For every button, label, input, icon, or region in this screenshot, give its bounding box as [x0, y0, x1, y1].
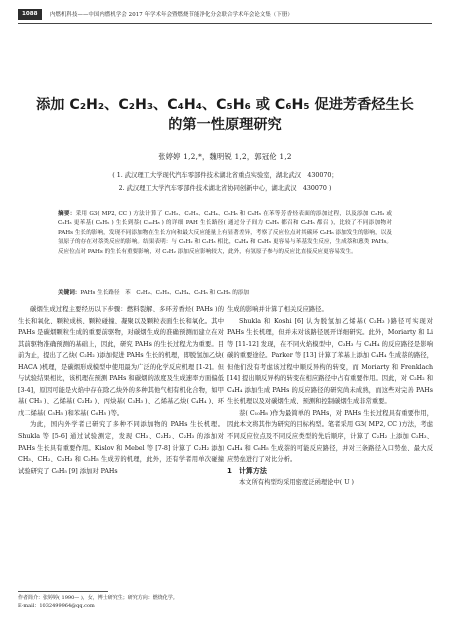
- page-number: 1088: [18, 9, 42, 20]
- body-column-left: [18, 304, 224, 477]
- header-rule: [18, 23, 432, 24]
- paragraph: Shukla 和 Koshi [6] 认为脱氢加乙烯基( C₂H₃ )路径可实现对 PAHs 生长机理，但并未对该路径展开详细研究。此外，Moriarty 和 Li 等 [11-12] 发现，在不同火焰模型中，C₃H₃ 与 C₄H₄ 的反应路径是影响碳的重要途径。Parker 等 [13] 计算了苯基上添加 C₄H₄ 生成萘的路径，但他们没有考虑该过程中顺反异构的转变，而 Moriarty 和 Frenklach [14] 提出顺反异构的转变在相应路径中占有重要作用。因此，对 C₂H₂ 和 C₄H₄ 添加生成 PAHs 的反应路径的研究尚未成熟，而这些对完善 PAHs 生长机理以及对碳烟生成、预测和控制碳烟生成非常重要。: [227, 317, 433, 406]
- paragraph: 碳烟生成过程主要经历以下步骤：燃料裂解、多环芳香烃( PAHs )的生长和氧化、颗粒成核、颗粒碰撞、凝聚以及颗粒表面生长和氧化。其中 PAHs 是碳烟颗粒生成的重要前驱物，对碳烟生成的准确预测而建立在对其前驱物准确预测的基础上，因此，研究 PAHs 的生长过程尤为重要。目前为止，提出了乙炔( C₂H₂ )添加促进 PAHs 生长的机理，即脱氢加乙炔( HACA )机理，是碳烟形成模型中使用最为广泛的化学反应机理 [1-2]。但与试验结果相比，该机理在预测 PAHs 和碳烟的浓度及生成速率方面偏低 [3-4]，原因可能是火焰中存在除乙炔外的多种其他气相有机化合物，如甲基( CH₃ )、乙烯基( C₂H₃ )、丙炔基( C₃H₃ )、乙烯基乙炔( C₄H₄ )、环戊二烯基( C₅H₅ )和苯基( C₆H₅ )等。: [18, 306, 224, 417]
- affiliation-2: 2. 武汉理工大学汽车零部件技术湖北省协同创新中心，湖北武汉 430070 ): [118, 185, 332, 192]
- title-line-2: 的第一性原理研究: [168, 117, 282, 133]
- paper-title: [0, 95, 450, 135]
- footnote-rule: [18, 591, 108, 592]
- paragraph: 萘( C₁₀H₈ )作为最简单的 PAHs，对 PAHs 生长过程具有重要作用，因此本文将其作为研究的目标构型。笔者采用 G3( MP2, CC )方法，考虑不同反应位点及不同反应类型的先后顺序，计算了 C₂H₂ 上添加 C₂H₃、C₄H₄ 和 C₆H₅ 生成萘的可能反应路径，并对三条路径入口势垒、最大反应势垒进行了对比分析。: [227, 409, 433, 464]
- author-list: 张婷婷 1,2,*，魏明锐 1,2，郭冠伦 1,2: [158, 152, 292, 161]
- keywords-text: PAHs 生长路径 苯 C₂H₂、C₂H₃、C₄H₄、C₅H₆ 和 C₆H₅ 的添加: [80, 290, 250, 296]
- abstract: [58, 210, 392, 257]
- abstract-text: 采用 G3( MP2, CC ) 方法计算了 C₂H₂、C₂H₃、C₄H₄、C₅H₆ 和 C₆H₅ 在苯等芳香烃表面的添加过程，以及添加 C₂H₂ 或 C₂H₃ 更苯基( C₆H₅ ) 生长到萘( C₁₀H₈ ) 的详细 PAH 生长路径( 通过分子间力 C₆H₅ 都召和 C₆H₅ 都召 )，比较了不同添加物对 PAHs 生长的影响，发现不同添加物在生长方向和最大反应能量上有显著差异，考察了反应位点对其碳环 C₆H₆ 添加发生的影响，以及氢原子的存在对萘类反应的影响。结果表明：与 C₂H₂ 和 C₂H₃ 相比，C₄H₄ 和 C₆H₅ 更容易与苯基发生反应，生成萘和蒽类 PAHs。反应位点对 PAHs 的生长有重要影响，对 C₂H₂ 添加反应影响较大，此外，有氢原子参与的反应比直接反应更容易发生。: [58, 211, 392, 255]
- footnote-email: E-mail：1032499964@qq.com: [18, 603, 95, 610]
- body-column-right: [227, 304, 433, 489]
- affiliation-1: ( 1. 武汉理工大学现代汽车零部件技术湖北省重点实验室，湖北武汉 430070；: [112, 172, 338, 179]
- running-header: [18, 8, 432, 22]
- keywords: [58, 289, 392, 298]
- title-line-1: 添加 C₂H₂、C₂H₃、C₄H₄、C₅H₆ 或 C₆H₅ 促进芳香烃生长: [36, 97, 414, 113]
- journal-title: 内燃机科技——中国内燃机学会 2017 年学术年会暨燃烧节能净化分会联合学术年会论文集（下册）: [50, 12, 293, 18]
- paragraph: 本文所有构型均采用密度泛函理论中( U ): [239, 479, 354, 487]
- paragraph: 生成的影响并计算了相关反应路径。: [227, 306, 328, 313]
- abstract-label: 摘要：: [58, 211, 76, 217]
- keywords-label: 关键词：: [58, 290, 81, 296]
- paragraph: 为此，国内外学者已研究了多种不同添加物的 PAHs 生长机理。Shukla 等 [5-6] 通过试验测定，发现 CH₃、C₂H₂、C₂H₃ 的添加对 PAHs 生长具有重要作用。Kislov 和 Mebel 等 [7-8] 计算了 C₂H₂ 添加 CH₃、CH₂、C₂H₃ 和 C₂H₅ 生成芳的机理，此外，还有学者用单次碰撞试验研究了 C₆H₅ [9] 添加对 PAHs: [18, 421, 224, 475]
- footnote-author: 作者简介：张婷婷( 1990— )，女，博士研究生；研究方向：燃烧化学。: [18, 595, 178, 601]
- section-heading: 1 计算方法: [227, 466, 267, 475]
- footnote: [18, 594, 224, 610]
